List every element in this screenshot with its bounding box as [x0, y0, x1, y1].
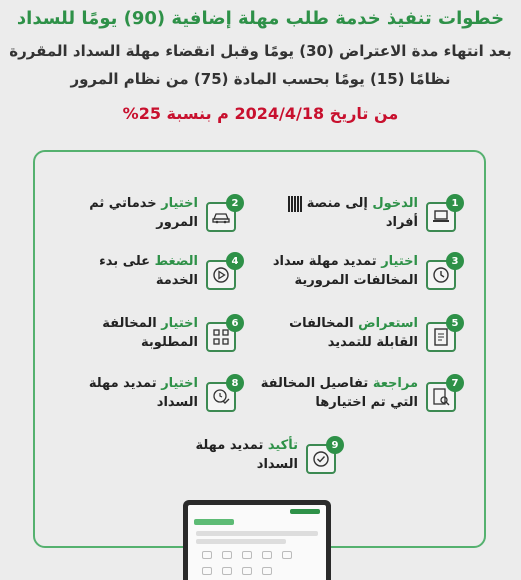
absher-portal-screenshot — [188, 505, 326, 580]
page-title: خطوات تنفيذ خدمة طلب مهلة إضافية (90) يومًا للسداد — [16, 8, 505, 29]
step-number: 8 — [226, 374, 244, 392]
step-keyword: الضغط — [154, 254, 198, 269]
laptop-icon — [426, 197, 459, 232]
step-number: 6 — [226, 314, 244, 332]
car-icon — [206, 197, 239, 232]
step-keyword: مراجعة — [372, 376, 418, 391]
step-keyword: اختيار — [161, 316, 198, 331]
step-keyword: الدخول — [372, 196, 418, 211]
step-5 — [289, 314, 459, 360]
step-label: المخالفة — [102, 316, 162, 331]
step-label-line-2: المخالفات المرورية — [294, 273, 418, 288]
step-9 — [195, 436, 339, 482]
grid-icon — [206, 317, 239, 352]
step-keyword: اختيار — [161, 376, 198, 391]
clock-icon — [426, 255, 459, 290]
step-number: 2 — [226, 194, 244, 212]
step-number: 7 — [446, 374, 464, 392]
subtitle-line-1: بعد انتهاء مدة الاعتراض (30) يومًا وقبل انقضاء مهلة السداد المقررة — [9, 42, 512, 60]
laptop-mockup-image — [183, 500, 331, 580]
step-keyword: استعراض — [358, 316, 418, 331]
step-label-line-2: المرور — [156, 215, 198, 230]
step-label-line-2: التي تم اختيارها — [315, 395, 418, 410]
step-label: تفاصيل المخالفة — [260, 376, 373, 391]
step-label-line-2: السداد — [256, 457, 298, 472]
subtitle-line-2: نظامًا (15) يومًا بحسب المادة (75) من نظام المرور — [70, 70, 451, 88]
steps-panel — [33, 150, 486, 548]
step-keyword: اختيار — [161, 196, 198, 211]
step-number: 3 — [446, 252, 464, 270]
step-number: 5 — [446, 314, 464, 332]
step-keyword: اختيار — [381, 254, 418, 269]
step-number: 1 — [446, 194, 464, 212]
step-label: تمديد مهلة — [88, 376, 162, 391]
review-icon — [426, 377, 459, 412]
step-label: إلى منصة — [306, 196, 373, 211]
check-icon — [306, 439, 339, 474]
step-4 — [99, 252, 239, 298]
effective-date-line: من تاريخ 2024/4/18 م بنسبة 25% — [122, 104, 399, 123]
step-keyword: تأكيد — [267, 438, 298, 453]
step-label: المخالفات — [289, 316, 359, 331]
step-label-line-2: المطلوبة — [141, 335, 198, 350]
absher-logo-icon — [288, 196, 302, 212]
clock-check-icon — [206, 377, 239, 412]
step-2 — [89, 194, 239, 240]
play-icon — [206, 255, 239, 290]
step-label-line-2: القابلة للتمديد — [327, 335, 418, 350]
step-number: 4 — [226, 252, 244, 270]
step-label-line-2: السداد — [156, 395, 198, 410]
step-label-line-2: أفراد — [385, 215, 418, 230]
document-icon — [426, 317, 459, 352]
step-8 — [88, 374, 239, 420]
step-7 — [260, 374, 459, 420]
step-label: تمديد مهلة — [195, 438, 268, 453]
step-3 — [272, 252, 459, 298]
step-label: خدماتي ثم — [89, 196, 162, 211]
step-number: 9 — [326, 436, 344, 454]
step-label: تمديد مهلة سداد — [272, 254, 382, 269]
step-label: على بدء — [99, 254, 155, 269]
step-label-line-2: الخدمة — [155, 273, 198, 288]
step-1 — [288, 194, 459, 240]
step-6 — [102, 314, 239, 360]
